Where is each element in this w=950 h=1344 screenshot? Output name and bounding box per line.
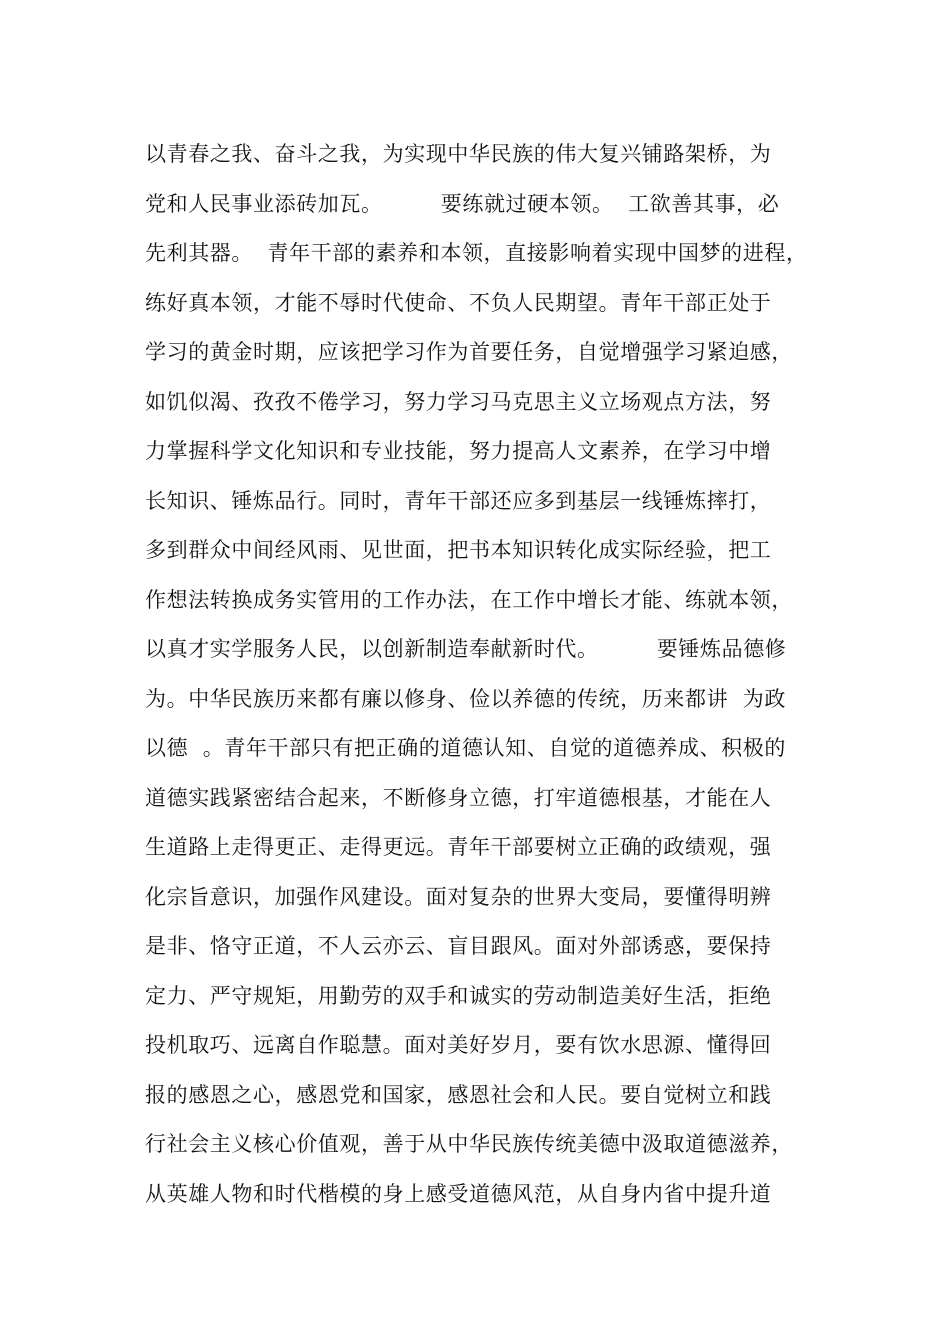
text-line: 行社会主义核心价值观，善于从中华民族传统美德中汲取道德滋养， xyxy=(145,1132,793,1156)
text-line: 从英雄人物和时代楷模的身上感受道德风范，从自身内省中提升道 xyxy=(145,1181,772,1206)
text-line: 是非、恪守正道，不人云亦云、盲目跟风。面对外部诱惑，要保持 xyxy=(145,934,772,958)
text-line: 以真才实学服务人民，以创新制造奉献新时代。 要锤炼品德修 xyxy=(145,637,787,661)
text-line: 生道路上走得更正、走得更远。青年干部要树立正确的政绩观，强 xyxy=(145,835,772,859)
text-line: 化宗旨意识，加强作风建设。面对复杂的世界大变局，要懂得明辨 xyxy=(145,884,772,909)
text-line: 练好真本领，才能不辱时代使命、不负人民期望。青年干部正处于 xyxy=(145,290,772,315)
text-line: 定力、严守规矩，用勤劳的双手和诚实的劳动制造美好生活，拒绝 xyxy=(145,983,772,1008)
text-line: 力掌握科学文化知识和专业技能，努力提高人文素养，在学习中增 xyxy=(145,439,772,463)
text-line: 学习的黄金时期，应该把学习作为首要任务，自觉增强学习紧迫感， xyxy=(145,340,793,364)
body-text xyxy=(145,130,835,1219)
text-line: 先利其器。 青年干部的素养和本领，直接影响着实现中国梦的进程， xyxy=(145,241,808,265)
text-line: 为。中华民族历来都有廉以修身、俭以养德的传统，历来都讲 为政 xyxy=(145,686,786,711)
text-line: 如饥似渴、孜孜不倦学习，努力学习马克思主义立场观点方法，努 xyxy=(145,389,772,414)
text-line: 道德实践紧密结合起来，不断修身立德，打牢道德根基，才能在人 xyxy=(145,785,772,810)
text-line: 以青春之我、奋斗之我，为实现中华民族的伟大复兴铺路架桥，为 xyxy=(145,142,772,166)
text-line: 以德 。青年干部只有把正确的道德认知、自觉的道德养成、积极的 xyxy=(145,736,786,760)
text-line: 多到群众中间经风雨、见世面，把书本知识转化成实际经验，把工 xyxy=(145,538,772,562)
text-line: 报的感恩之心，感恩党和国家，感恩社会和人民。要自觉树立和践 xyxy=(145,1082,772,1107)
text-line: 投机取巧、远离自作聪慧。面对美好岁月，要有饮水思源、懂得回 xyxy=(145,1033,772,1057)
text-line: 长知识、锤炼品行。同时，青年干部还应多到基层一线锤炼摔打， xyxy=(145,488,772,513)
text-line: 党和人民事业添砖加瓦。 要练就过硬本领。 工欲善其事，必 xyxy=(145,191,780,216)
text-line: 作想法转换成务实管用的工作办法，在工作中增长才能、练就本领， xyxy=(145,587,793,612)
